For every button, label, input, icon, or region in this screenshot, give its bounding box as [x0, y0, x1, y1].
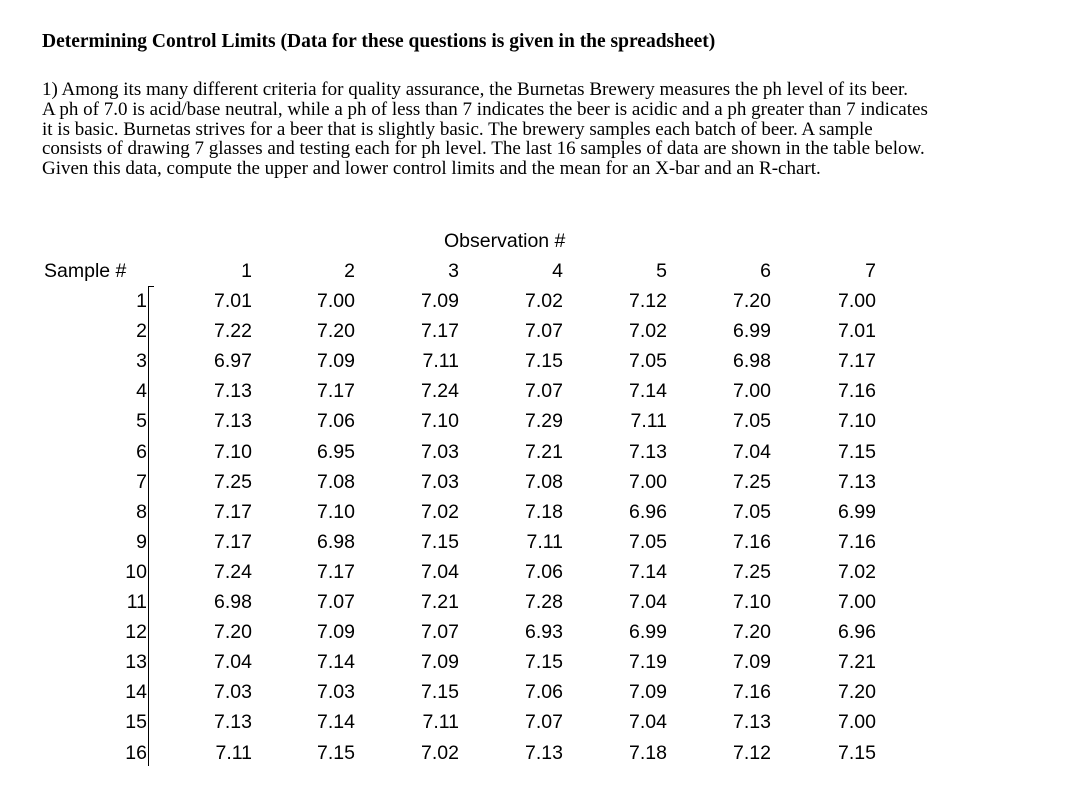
- table-row: [0, 617, 1080, 647]
- table-cell: 7.06: [525, 560, 563, 583]
- table-cell: 7.11: [630, 410, 667, 433]
- table-cell: 7.11: [215, 741, 252, 764]
- table-cell: 7.25: [733, 560, 771, 583]
- table-cell: 7.11: [422, 711, 459, 734]
- table-cell: 7.20: [214, 621, 252, 644]
- sample-number: 4: [136, 380, 147, 403]
- table-cell: 7.05: [629, 350, 667, 373]
- table-cell: 7.24: [214, 560, 252, 583]
- table-cell: 7.05: [733, 500, 771, 523]
- table-cell: 7.10: [838, 410, 876, 433]
- sample-number: 14: [125, 681, 147, 704]
- table-row: [0, 497, 1080, 527]
- table-cell: 7.04: [629, 711, 667, 734]
- table-cell: 7.15: [838, 440, 876, 463]
- table-cell: 7.07: [525, 320, 563, 343]
- table-cell: 7.14: [317, 711, 355, 734]
- sample-number: 15: [125, 711, 147, 734]
- table-cell: 6.99: [733, 320, 771, 343]
- table-cell: 7.15: [525, 350, 563, 373]
- table-cell: 7.09: [421, 290, 459, 312]
- table-cell: 7.17: [421, 320, 459, 343]
- table-cell: 7.15: [421, 681, 459, 704]
- table-cell: 7.16: [838, 530, 876, 553]
- table-cell: 7.18: [525, 500, 563, 523]
- table-cell: 7.03: [421, 440, 459, 463]
- table-cell: 7.14: [629, 380, 667, 403]
- table-cell: 7.15: [525, 651, 563, 674]
- table-cell: 7.14: [629, 560, 667, 583]
- sample-number: 5: [136, 410, 147, 433]
- table-cell: 7.09: [317, 350, 355, 373]
- table-cell: 7.17: [214, 500, 252, 523]
- table-cell: 7.20: [838, 681, 876, 704]
- table-row: [0, 647, 1080, 677]
- table-cell: 7.05: [629, 530, 667, 553]
- table-cell: 7.13: [838, 470, 876, 493]
- sample-number: 16: [125, 741, 147, 764]
- table-row: [0, 316, 1080, 346]
- column-header: 7: [865, 260, 876, 282]
- table-row: [0, 406, 1080, 436]
- column-header: 2: [344, 260, 355, 282]
- table-cell: 7.16: [733, 530, 771, 553]
- table-cell: 7.04: [733, 440, 771, 463]
- table-cell: 7.10: [317, 500, 355, 523]
- table-cell: 7.04: [421, 560, 459, 583]
- table-cell: 7.17: [317, 560, 355, 583]
- table-cell: 7.13: [733, 711, 771, 734]
- table-cell: 7.11: [526, 530, 563, 553]
- table-cell: 6.98: [317, 530, 355, 553]
- table-cell: 7.17: [838, 350, 876, 373]
- table-cell: 7.02: [838, 560, 876, 583]
- table-cell: 7.21: [838, 651, 876, 674]
- table-cell: 7.14: [317, 651, 355, 674]
- question-line: A ph of 7.0 is acid/base neutral, while a ph of less than 7 indicates the beer is acidic and a ph greater than 7 indicates: [42, 98, 928, 120]
- table-cell: 7.17: [317, 380, 355, 403]
- table-cell: 7.07: [421, 621, 459, 644]
- table-cell: 6.98: [214, 591, 252, 613]
- table-row: [0, 346, 1080, 376]
- table-cell: 7.04: [629, 591, 667, 613]
- table-cell: 7.28: [525, 591, 563, 613]
- question-line: it is basic. Burnetas strives for a beer that is slightly basic. The brewery samples each batch of beer. A sample: [42, 118, 873, 140]
- table-cell: 7.03: [421, 470, 459, 493]
- table-cell: 7.16: [733, 681, 771, 704]
- table-cell: 7.25: [214, 470, 252, 493]
- question-line: Given this data, compute the upper and lower control limits and the mean for an X-bar and an R-chart.: [42, 158, 821, 180]
- table-cell: 7.09: [421, 651, 459, 674]
- table-cell: 7.06: [525, 681, 563, 704]
- sample-number: 3: [136, 350, 147, 373]
- table-cell: 7.00: [838, 591, 876, 613]
- table-row: [0, 707, 1080, 737]
- table-cell: 7.03: [214, 681, 252, 704]
- table-row: [0, 738, 1080, 768]
- table-row: [0, 527, 1080, 557]
- document-heading: Determining Control Limits (Data for these questions is given in the spreadsheet): [42, 31, 716, 52]
- table-cell: 7.02: [629, 320, 667, 343]
- table-cell: 6.93: [525, 621, 563, 644]
- sample-number: 13: [125, 651, 147, 674]
- table-cell: 7.12: [733, 741, 771, 764]
- table-row: [0, 677, 1080, 707]
- table-row: [0, 286, 1080, 316]
- table-cell: 7.15: [838, 741, 876, 764]
- table-cell: 7.01: [838, 320, 876, 343]
- table-cell: 7.12: [629, 290, 667, 312]
- table-cell: 7.25: [733, 470, 771, 493]
- table-cell: 7.20: [733, 621, 771, 644]
- table-cell: 7.09: [733, 651, 771, 674]
- table-cell: 7.13: [214, 410, 252, 433]
- table-cell: 7.07: [317, 591, 355, 613]
- table-cell: 7.07: [525, 711, 563, 734]
- sample-number: 9: [136, 530, 147, 553]
- table-cell: 7.10: [733, 591, 771, 613]
- table-cell: 7.29: [525, 410, 563, 433]
- table-cell: 7.05: [733, 410, 771, 433]
- table-cell: 6.98: [733, 350, 771, 373]
- table-cell: 7.20: [317, 320, 355, 343]
- sample-number: 10: [125, 560, 147, 583]
- table-cell: 7.21: [421, 591, 459, 613]
- question-line: consists of drawing 7 glasses and testing each for ph level. The last 16 samples of data are shown in the table below.: [42, 138, 925, 160]
- question-line: 1) Among its many different criteria for quality assurance, the Burnetas Brewery measures the ph level of its beer.: [42, 79, 908, 100]
- table-cell: 7.11: [422, 350, 459, 373]
- table-cell: 7.21: [525, 440, 563, 463]
- observation-header: Observation #: [444, 230, 566, 252]
- sample-header: Sample #: [44, 260, 127, 282]
- table-cell: 7.00: [838, 290, 876, 312]
- sample-number: 1: [136, 290, 147, 312]
- table-cell: 7.00: [838, 711, 876, 734]
- table-cell: 7.02: [421, 741, 459, 764]
- table-cell: 7.00: [317, 290, 355, 312]
- sample-number: 11: [126, 591, 147, 613]
- table-cell: 7.17: [214, 530, 252, 553]
- table-row: [0, 467, 1080, 497]
- table-cell: 7.15: [421, 530, 459, 553]
- column-header: 1: [241, 260, 252, 282]
- table-cell: 6.96: [838, 621, 876, 644]
- table-cell: 6.99: [629, 621, 667, 644]
- sample-number: 7: [136, 470, 147, 493]
- table-cell: 7.01: [214, 290, 252, 312]
- table-cell: 7.07: [525, 380, 563, 403]
- table-cell: 7.13: [214, 711, 252, 734]
- column-header: 4: [552, 260, 563, 282]
- table-row: [0, 557, 1080, 587]
- table-cell: 7.24: [421, 380, 459, 403]
- table-cell: 7.08: [525, 470, 563, 493]
- column-header: 5: [656, 260, 667, 282]
- table-cell: 7.18: [629, 741, 667, 764]
- table-cell: 7.22: [214, 320, 252, 343]
- table-cell: 7.13: [214, 380, 252, 403]
- table-cell: 7.20: [733, 290, 771, 312]
- table-cell: 7.08: [317, 470, 355, 493]
- table-cell: 7.00: [629, 470, 667, 493]
- table-cell: 7.15: [317, 741, 355, 764]
- table-cell: 7.10: [214, 440, 252, 463]
- table-row: [0, 376, 1080, 406]
- table-cell: 6.99: [838, 500, 876, 523]
- table-cell: 7.04: [214, 651, 252, 674]
- column-header: 6: [760, 260, 771, 282]
- table-row: [0, 437, 1080, 467]
- table-cell: 7.03: [317, 681, 355, 704]
- sample-number: 12: [125, 621, 147, 644]
- column-header: 3: [448, 260, 459, 282]
- sample-number: 6: [136, 440, 147, 463]
- table-cell: 7.10: [421, 410, 459, 433]
- sample-number: 8: [136, 500, 147, 523]
- table-cell: 7.02: [525, 290, 563, 312]
- table-cell: 7.09: [629, 681, 667, 704]
- table-cell: 7.06: [317, 410, 355, 433]
- table-row: [0, 587, 1080, 617]
- table-cell: 6.96: [629, 500, 667, 523]
- table-cell: 6.97: [214, 350, 252, 373]
- sample-number: 2: [136, 320, 147, 343]
- table-cell: 6.95: [317, 440, 355, 463]
- table-cell: 7.02: [421, 500, 459, 523]
- table-cell: 7.00: [733, 380, 771, 403]
- table-cell: 7.16: [838, 380, 876, 403]
- table-cell: 7.13: [629, 440, 667, 463]
- table-cell: 7.13: [525, 741, 563, 764]
- table-cell: 7.09: [317, 621, 355, 644]
- table-cell: 7.19: [629, 651, 667, 674]
